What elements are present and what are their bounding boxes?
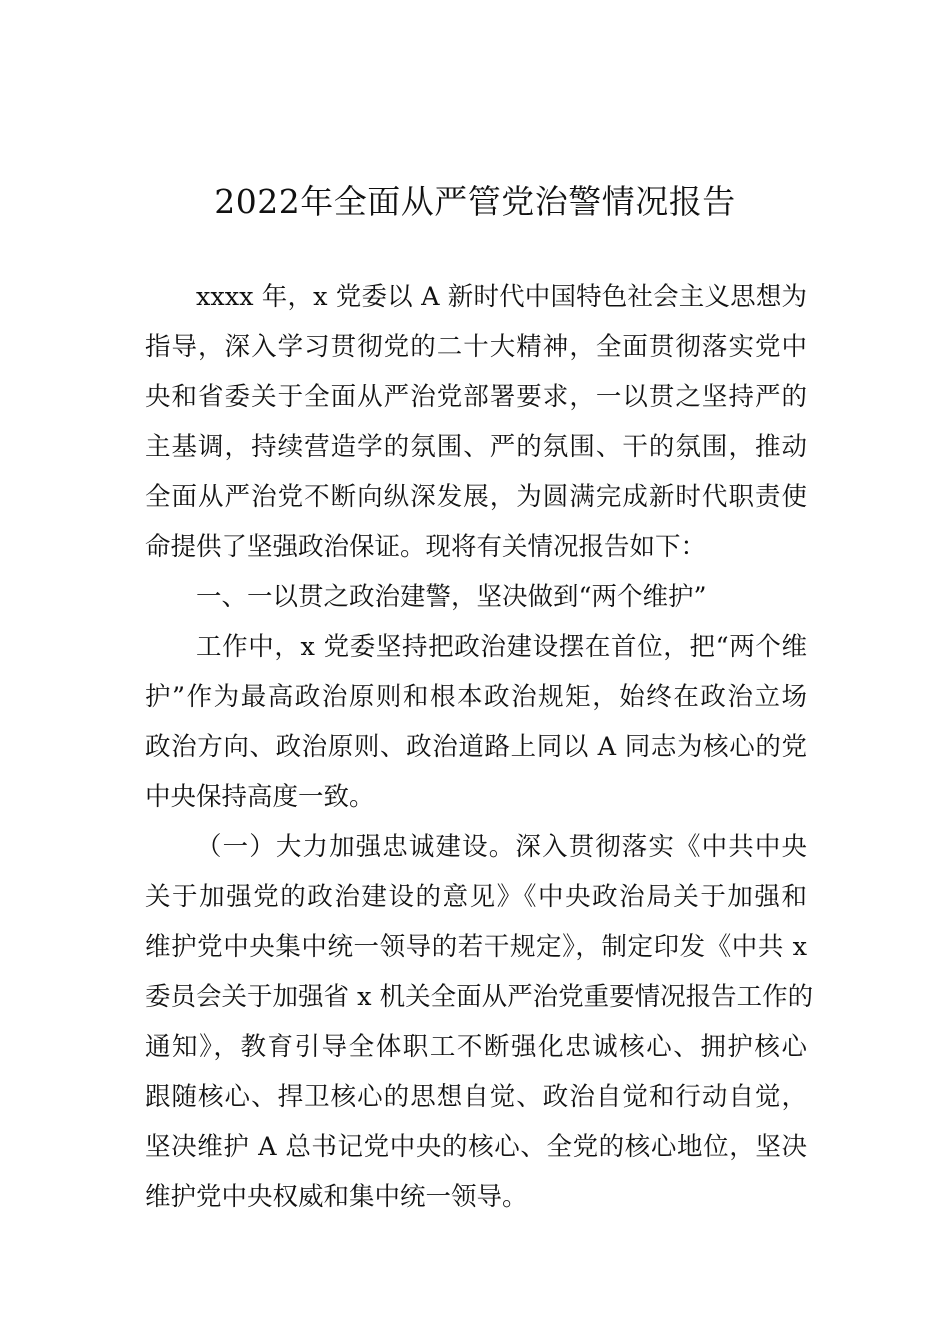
section-heading: 一、一以贯之政治建警，坚决做到“两个维护” (196, 582, 707, 612)
paragraph-line: 委员会关于加强省 x 机关全面从严治党重要情况报告工作的 (145, 982, 814, 1012)
paragraph-line: 坚决维护 A 总书记党中央的核心、全党的核心地位，坚决 (145, 1132, 807, 1162)
paragraph-line: 命提供了坚强政治保证。现将有关情况报告如下： (145, 532, 707, 562)
paragraph-line: 中央保持高度一致。 (145, 782, 375, 812)
paragraph-line: （一）大力加强忠诚建设。深入贯彻落实《中共中央 (196, 832, 807, 862)
paragraph-line: 政治方向、政治原则、政治道路上同以 A 同志为核心的党 (145, 732, 807, 762)
paragraph-line: xxxx 年，x 党委以 A 新时代中国特色社会主义思想为 (196, 282, 807, 312)
document-title: 2022年全面从严管党治警情况报告 (214, 182, 736, 221)
paragraph-line: 维护党中央集中统一领导的若干规定》，制定印发《中共 x (145, 932, 807, 962)
paragraph-line: 全面从严治党不断向纵深发展，为圆满完成新时代职责使 (145, 482, 807, 512)
paragraph-line: 指导，深入学习贯彻党的二十大精神，全面贯彻落实党中 (145, 332, 807, 362)
paragraph-line: 主基调，持续营造学的氛围、严的氛围、干的氛围，推动 (145, 432, 807, 462)
paragraph-line: 关于加强党的政治建设的意见》《中央政治局关于加强和 (145, 882, 807, 912)
paragraph-line: 工作中，x 党委坚持把政治建设摆在首位，把“两个维 (196, 632, 807, 662)
paragraph-line: 跟随核心、捍卫核心的思想自觉、政治自觉和行动自觉， (145, 1082, 807, 1112)
paragraph-line: 央和省委关于全面从严治党部署要求，一以贯之坚持严的 (145, 382, 807, 412)
paragraph-line: 通知》，教育引导全体职工不断强化忠诚核心、拥护核心 (145, 1032, 807, 1062)
paragraph-line: 维护党中央权威和集中统一领导。 (145, 1182, 528, 1212)
paragraph-line: 护”作为最高政治原则和根本政治规矩，始终在政治立场 (145, 682, 807, 712)
document-body (145, 272, 814, 1222)
